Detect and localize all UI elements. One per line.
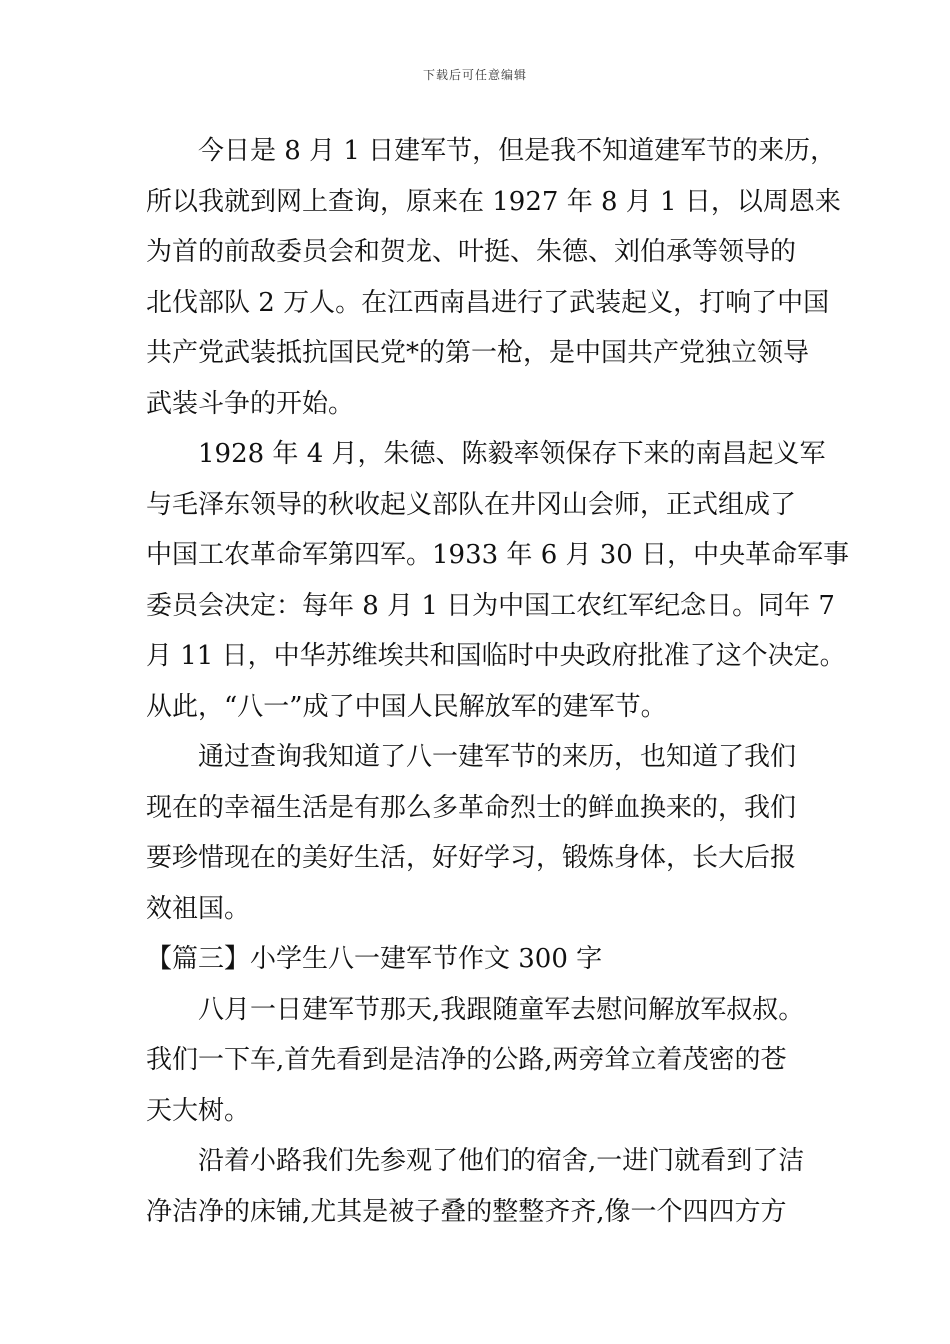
paragraph-line: 天大树。 [146,1095,251,1126]
paragraph-line: 我们一下车,首先看到是洁净的公路,两旁耸立着茂密的苍 [146,1045,787,1075]
document-body [146,126,850,1237]
paragraph-line: 今日是 8 月 1 日建军节，但是我不知道建军节的来历， [198,136,837,166]
paragraph-line: 八月一日建军节那天,我跟随童军去慰问解放军叔叔。 [198,994,805,1025]
section-heading: 【篇三】小学生八一建军节作文 300 字 [146,944,603,974]
paragraph-line: 净洁净的床铺,尤其是被子叠的整整齐齐,像一个四四方方 [146,1196,787,1227]
paragraph-line: 与毛泽东领导的秋收起义部队在井冈山会师，正式组成了 [146,489,797,520]
paragraph-line: 通过查询我知道了八一建军节的来历，也知道了我们 [198,742,797,772]
paragraph-line: 从此，“八一”成了中国人民解放军的建军节。 [146,691,667,722]
paragraph-line: 现在的幸福生活是有那么多革命烈士的鲜血换来的，我们 [146,792,797,823]
paragraph-line: 要珍惜现在的美好生活，好好学习，锻炼身体，长大后报 [146,843,797,873]
paragraph-line: 月 11 日，中华苏维埃共和国临时中央政府批准了这个决定。 [146,641,846,671]
paragraph-line: 效祖国。 [146,893,251,924]
paragraph-line: 沿着小路我们先参观了他们的宿舍,一进门就看到了洁 [198,1146,805,1176]
paragraph-2 [146,429,850,732]
paragraph-line: 所以我就到网上查询，原来在 1927 年 8 月 1 日，以周恩来 [146,186,841,217]
paragraph-line: 为首的前敌委员会和贺龙、叶挺、朱德、刘伯承等领导的 [146,237,797,267]
paragraph-4 [146,985,826,1137]
paragraph-line: 委员会决定：每年 8 月 1 日为中国工农红军纪念日。同年 7 [146,590,835,621]
paragraph-line: 武装斗争的开始。 [146,388,355,419]
paragraph-line: 北伐部队 2 万人。在江西南昌进行了武装起义，打响了中国 [146,287,830,318]
paragraph-line: 1928 年 4 月，朱德、陈毅率领保存下来的南昌起义军 [198,439,826,469]
page-header: 下载后可任意编辑 [422,68,527,82]
paragraph-1 [146,126,841,429]
paragraph-line: 共产党武装抵抗国民党*的第一枪，是中国共产党独立领导 [146,338,810,368]
paragraph-3 [146,732,826,934]
paragraph-line: 中国工农革命军第四军。1933 年 6 月 30 日，中央革命军事 [146,540,850,570]
paragraph-5 [146,1136,826,1237]
